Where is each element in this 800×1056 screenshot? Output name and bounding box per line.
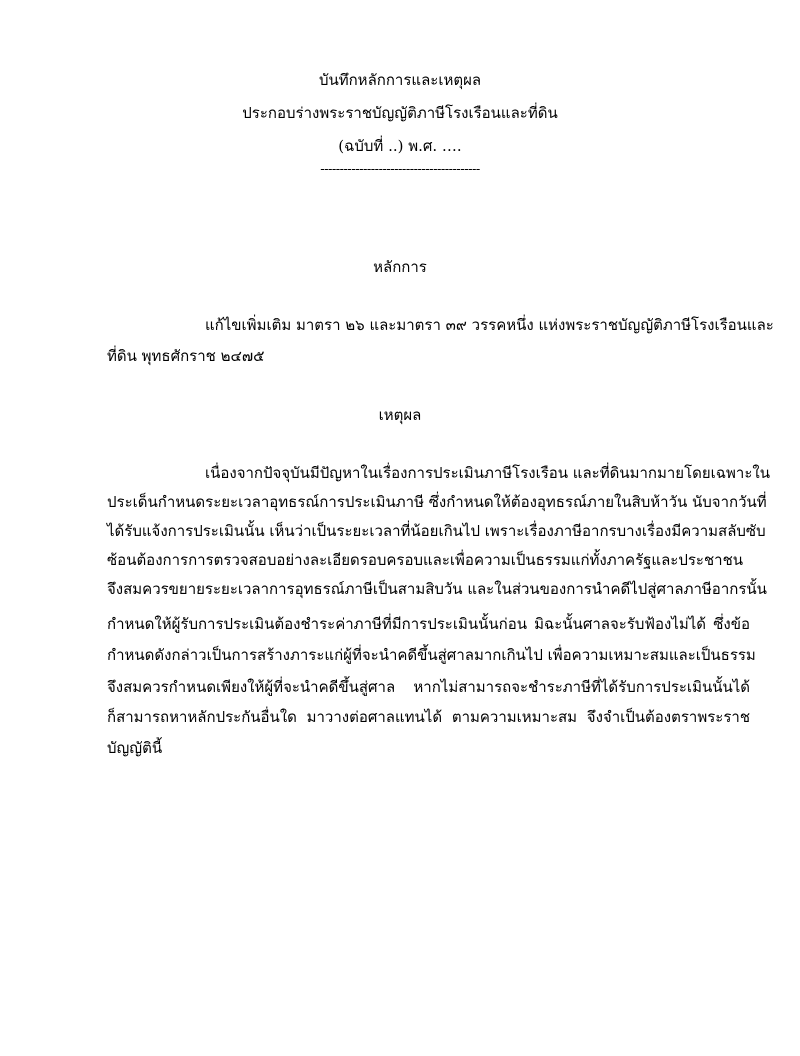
- reasons-heading: เหตุผล: [378, 406, 422, 424]
- document-subtitle: ประกอบร่างพระราชบัญญัติภาษีโรงเรือนและที่ดิน: [242, 104, 558, 122]
- reasons-line: ได้รับแจ้งการประเมินนั้น เห็นว่าเป็นระยะเวลาที่น้อยเกินไป เพราะเรื่องภาษีอากรบางเรื่องมีความสลับซับ: [107, 522, 766, 540]
- document-title: บันทึกหลักการและเหตุผล: [318, 71, 482, 89]
- reasons-line: ซ้อนต้องการการตรวจสอบอย่างละเอียดรอบครอบและเพื่อความเป็นธรรมแก่ทั้งภาครัฐและประชาชน: [107, 551, 743, 569]
- reasons-line: ก็สามารถหาหลักประกันอื่นใด มาวางต่อศาลแทนได้ ตามความเหมาะสม จึงจำเป็นต้องตราพระราช: [107, 708, 750, 726]
- reasons-line: กำหนดให้ผู้รับการประเมินต้องชำระค่าภาษีที่มีการประเมินนั้นก่อน มิฉะนั้นศาลจะรับฟ้องไม่ได้ ซึ่งข้อ: [107, 615, 750, 633]
- reasons-line: บัญญัตินี้: [107, 739, 163, 757]
- reasons-line: ประเด็นกำหนดระยะเวลาอุทธรณ์การประเมินภาษี ซึ่งกำหนดให้ต้องอุทธรณ์ภายในสิบห้าวัน นับจากวันที่: [107, 493, 767, 511]
- header-divider: -----------------------------------------: [320, 162, 480, 177]
- principle-line: ที่ดิน พุทธศักราช ๒๔๗๕: [107, 347, 265, 365]
- principle-heading: หลักการ: [373, 258, 427, 276]
- reasons-line: จึงสมควรขยายระยะเวลาการอุทธรณ์ภาษีเป็นสามสิบวัน และในส่วนของการนำคดีไปสู่ศาลภาษีอากรนั้น: [107, 580, 767, 598]
- reasons-line: จึงสมควรกำหนดเพียงให้ผู้ที่จะนำคดีขึ้นสู่ศาล หากไม่สามารถจะชำระภาษีที่ได้รับการประเมินนั้นได้: [107, 678, 750, 696]
- document-edition: (ฉบับที่ ..) พ.ศ. ….: [338, 137, 462, 155]
- reasons-line: เนื่องจากปัจจุบันมีปัญหาในเรื่องการประเมินภาษีโรงเรือน และที่ดินมากมายโดยเฉพาะใน: [205, 464, 770, 482]
- reasons-line: กำหนดดังกล่าวเป็นการสร้างภาระแก่ผู้ที่จะนำคดีขึ้นสู่ศาลมากเกินไป เพื่อความเหมาะสมและเป็นธรรม: [107, 646, 756, 664]
- principle-line: แก้ไขเพิ่มเติม มาตรา ๒๖ และมาตรา ๓๙ วรรคหนึ่ง แห่งพระราชบัญญัติภาษีโรงเรือนและ: [205, 316, 774, 334]
